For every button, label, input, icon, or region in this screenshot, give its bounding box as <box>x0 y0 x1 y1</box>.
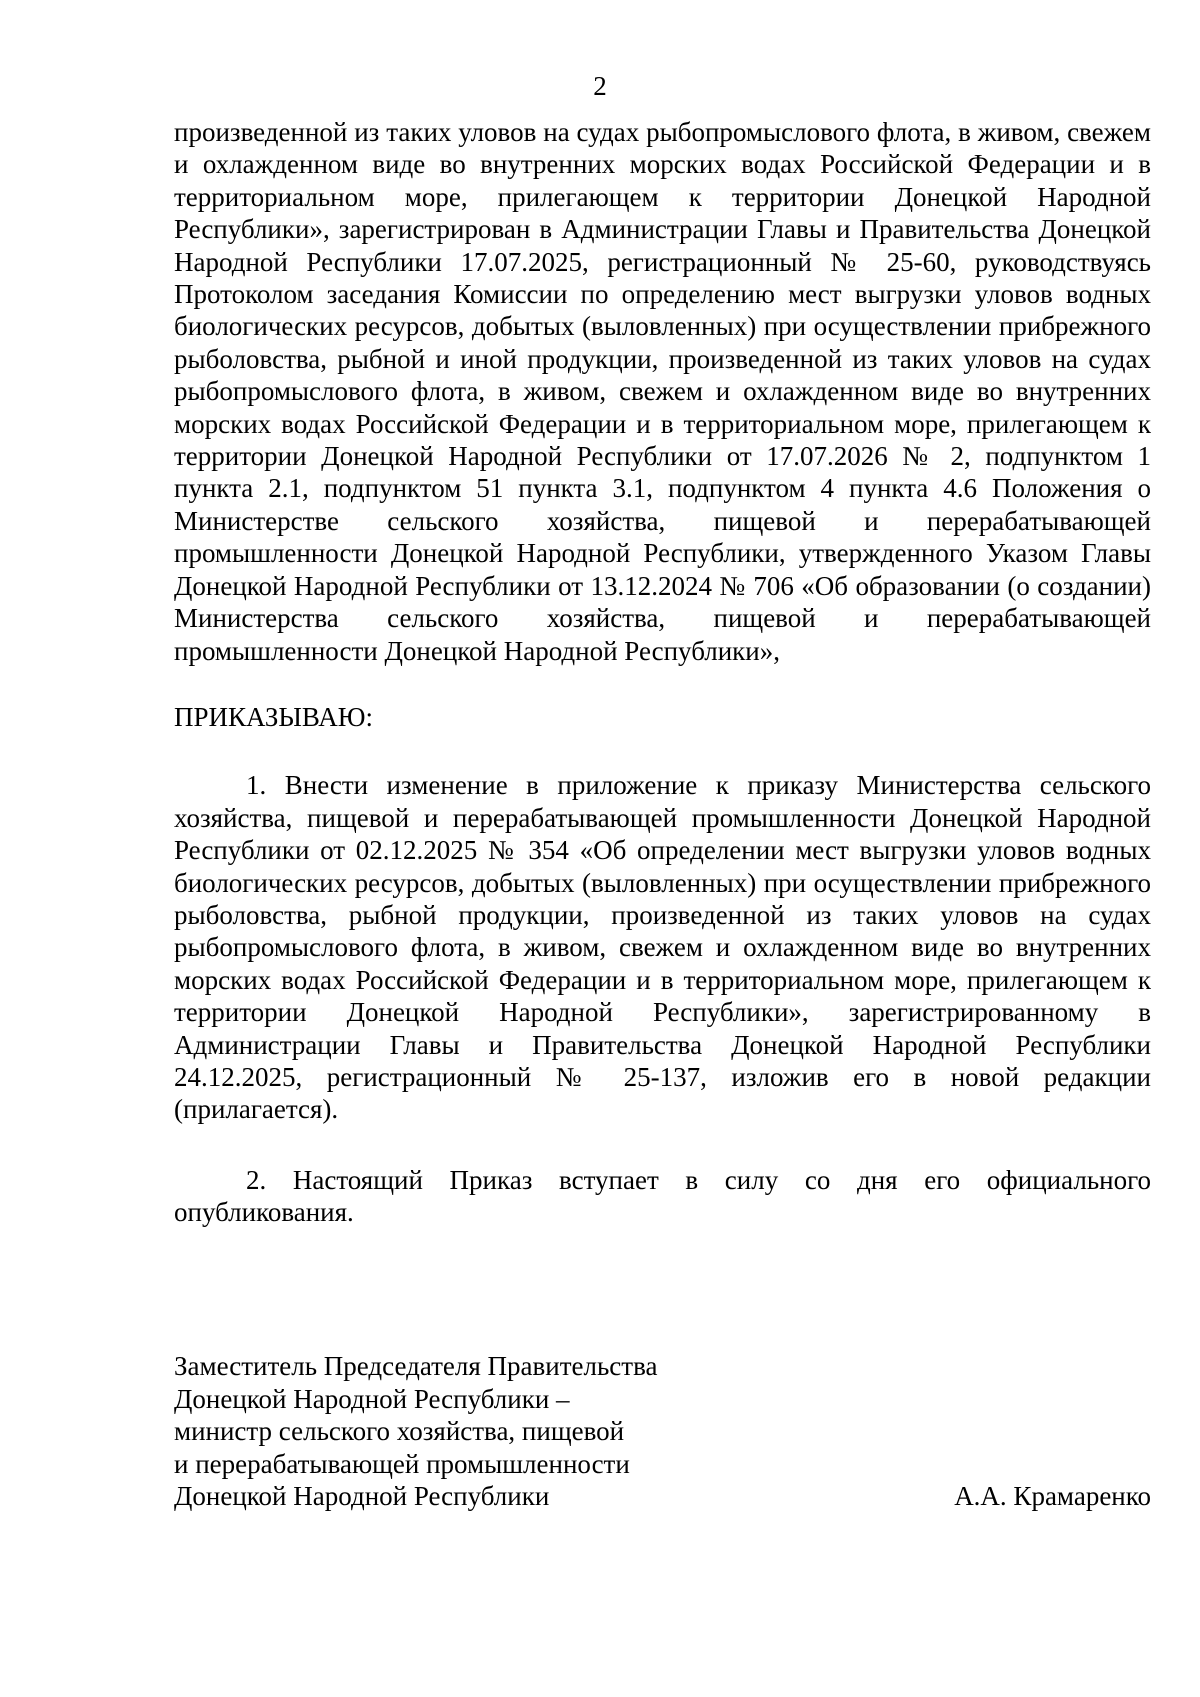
order-item-2: 2. Настоящий Приказ вступает в силу со дня его официального опубликования. <box>174 1164 1151 1228</box>
preamble-paragraph: произведенной из таких уловов на судах рыбопромыслового флота, в живом, свежем и охлажденном виде во внутренних морских водах Российской Федерации и в территориальном море, прилегающем к территории Донецкой Народной Республики», зарегистрирован в Администрации Главы и Правительства Донецкой Народной Республики 17.07.2025, регистрационный № 25-60, руководствуясь Протоколом заседания Комиссии по определению мест выгрузки уловов водных биологических ресурсов, добытых (выловленных) при осуществлении прибрежного рыболовства, рыбной и иной продукции, произведенной из таких уловов на судах рыбопромыслового флота, в живом, свежем и охлажденном виде во внутренних морских водах Российской Федерации и в территориальном море, прилегающем к территории Донецкой Народной Республики от 17.07.2026 № 2, подпунктом 1 пункта 2.1, подпунктом 51 пункта 3.1, подпунктом 4 пункта 4.6 Положения о Министерстве сельского хозяйства, пищевой и перерабатывающей промышленности Донецкой Народной Республики, утвержденного Указом Главы Донецкой Народной Республики от 13.12.2024 № 706 «Об образовании (о создании) Министерства сельского хозяйства, пищевой и перерабатывающей промышленности Донецкой Народной Республики», <box>174 117 1151 666</box>
signatory-position-line-5: Донецкой Народной Республики <box>174 1481 550 1512</box>
signatory-position-line-1: Заместитель Председателя Правительства <box>174 1351 658 1381</box>
signature-last-row <box>174 1480 1151 1513</box>
document-body <box>174 116 1151 1229</box>
signature-block <box>174 1350 1151 1513</box>
page-number: 2 <box>593 71 607 101</box>
order-heading: ПРИКАЗЫВАЮ: <box>174 701 373 732</box>
order-item-1: 1. Внести изменение в приложение к приказу Министерства сельского хозяйства, пищевой и перерабатывающей промышленности Донецкой Народной Республики от 02.12.2025 № 354 «Об определении мест выгрузки уловов водных биологических ресурсов, добытых (выловленных) при осуществлении прибрежного рыболовства, рыбной продукции, произведенной из таких уловов на судах рыбопромыслового флота, в живом, свежем и охлажденном виде во внутренних морских водах Российской Федерации и в территориальном море, прилегающем к территории Донецкой Народной Республики», зарегистрированному в Администрации Главы и Правительства Донецкой Народной Республики 24.12.2025, регистрационный № 25-137, изложив его в новой редакции (прилагается). <box>174 770 1151 1125</box>
signatory-position-line-2: Донецкой Народной Республики – <box>174 1383 570 1414</box>
signatory-name: А.А. Крамаренко <box>954 1481 1151 1512</box>
signatory-position-line-3: министр сельского хозяйства, пищевой <box>174 1416 625 1447</box>
signatory-position-line-4: и перерабатывающей промышленности <box>174 1448 630 1479</box>
